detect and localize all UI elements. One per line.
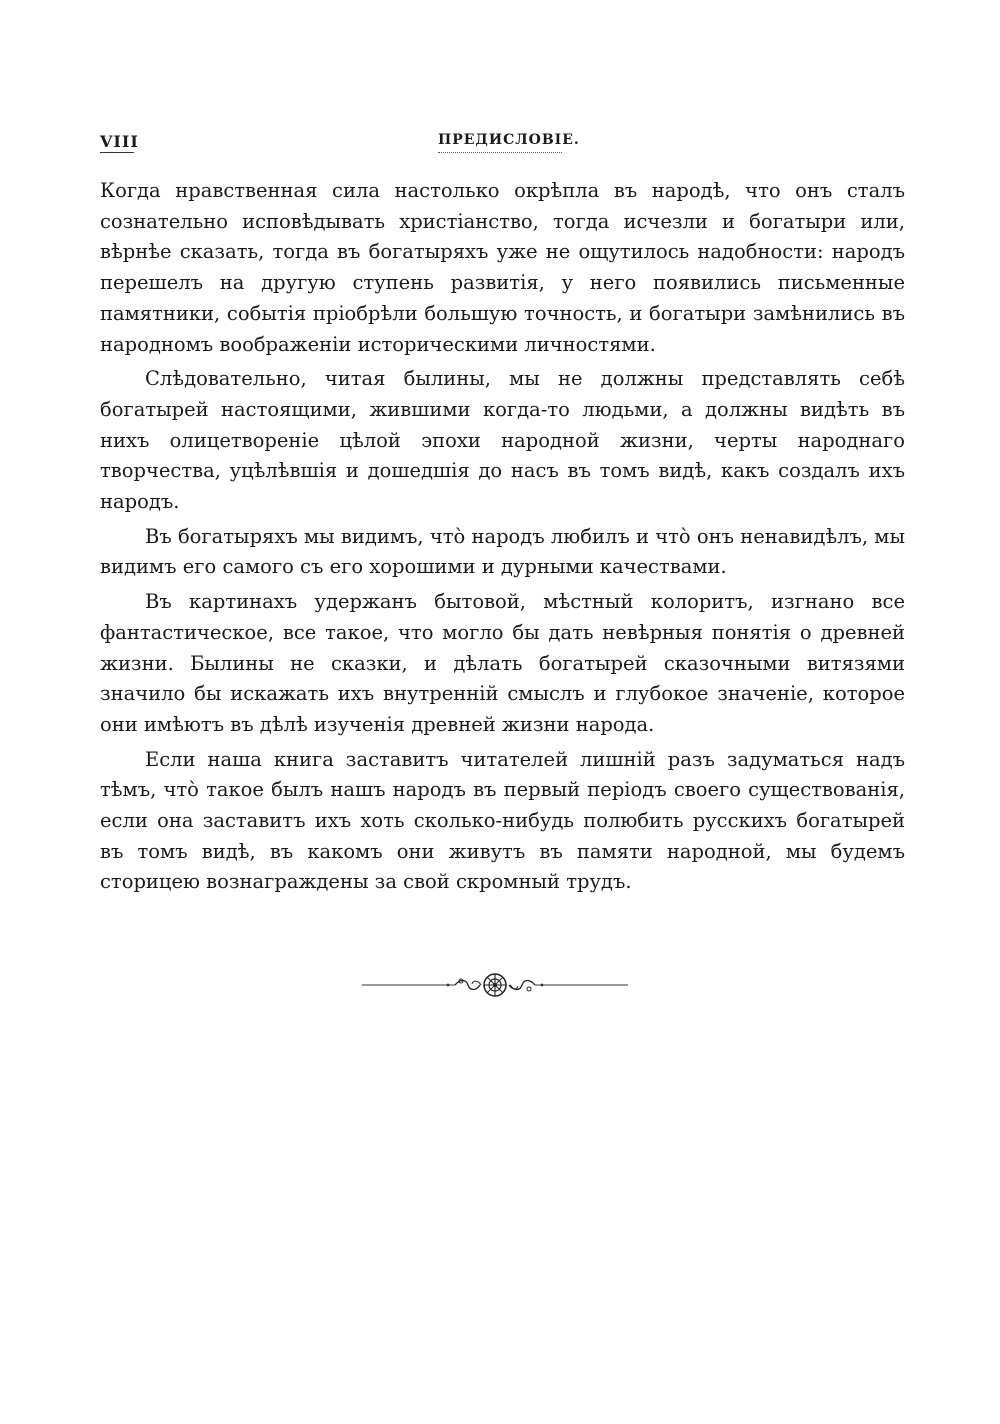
- page-header: [100, 132, 900, 156]
- paragraph-4: Въ картинахъ удержанъ бытовой, мѣстный колоритъ, изгнано все фантастическое, все такое, что могло бы дать невѣрныя понятія о древней жизни. Былины не сказки, и дѣлать богатырей сказочными витязями значило бы искажать ихъ внутренній смыслъ и глубокое значеніе, которое они имѣютъ въ дѣлѣ изученія древней жизни народа.: [100, 590, 905, 736]
- page-number: VIII: [100, 132, 139, 151]
- paragraph-1: Когда нравственная сила настолько окрѣпла въ народѣ, что онъ сталъ сознательно исповѣдывать христіанство, тогда исчезли и богатыри или, вѣрнѣе сказать, тогда въ богатыряхъ уже не ощутилось надобности: народъ перешелъ на другую ступень развитія, у него появились письменные памятники, событія пріобрѣли большую точность, и богатыри замѣнились въ народномъ воображеніи историческими личностями.: [100, 179, 905, 356]
- paragraph-3: Въ богатыряхъ мы видимъ, что̀ народъ любилъ и что̀ онъ ненавидѣлъ, мы видимъ его самого съ его хорошими и дурными качествами.: [100, 524, 905, 579]
- running-title-rule: [438, 152, 562, 153]
- running-title: ПРЕДИСЛОВІЕ.: [438, 132, 580, 148]
- decorative-fleuron-icon: [360, 970, 630, 1000]
- paragraph-2: Слѣдовательно, читая былины, мы не должны представлять себѣ богатырей настоящими, жившими когда-то людьми, а должны видѣть въ нихъ олицетвореніе цѣлой эпохи народной жизни, черты народнаго творчества, уцѣлѣвшія и дошедшія до насъ въ томъ видѣ, какъ создалъ ихъ народъ.: [100, 367, 905, 514]
- paragraph-5: Если наша книга заставитъ читателей лишній разъ задуматься надъ тѣмъ, что̀ такое былъ нашъ народъ въ первый періодъ своего существованія, если она заставитъ ихъ хоть сколько-нибудь полюбить русскихъ богатырей въ томъ видѣ, въ какомъ они живутъ въ памяти народной, мы будемъ сторицею вознаграждены за свой скромный трудъ.: [100, 747, 905, 894]
- body-text: [100, 176, 905, 898]
- page-number-rule: [100, 152, 134, 153]
